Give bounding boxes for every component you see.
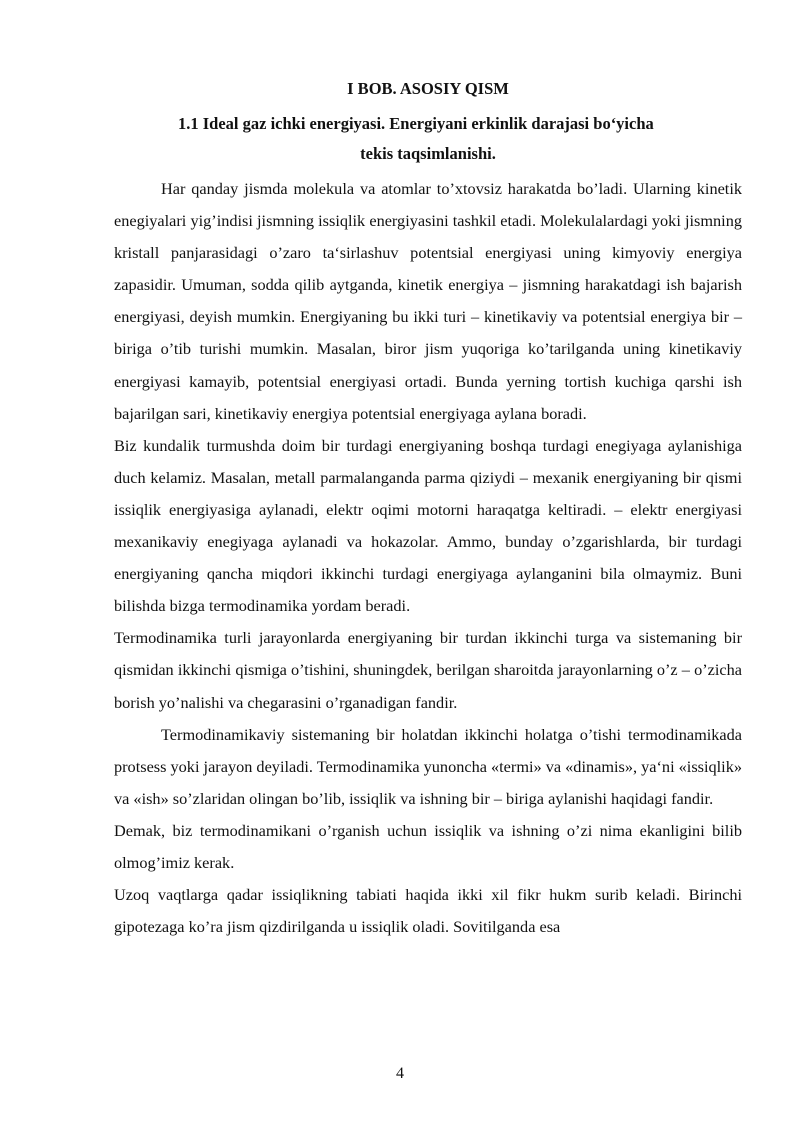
page-number: 4 [396, 1065, 404, 1082]
paragraph-4: Termodinamikaviy sistemaning bir holatdan ikkinchi holatga o’tishi termodinamikada protsess yoki jarayon deyiladi. Termodinamika yunoncha «termi» va «dinamis», ya‘ni «issiqlik» va «ish» so’zlaridan olingan bo’lib, issiqlik va ishning bir – biriga aylanishi haqidagi fandir. [114, 724, 742, 808]
body-text [114, 173, 742, 943]
chapter-title: I BOB. ASOSIY QISM [347, 79, 509, 98]
paragraph-2: Biz kundalik turmushda doim bir turdagi energiyaning boshqa turdagi enegiyaga aylanishiga duch kelamiz. Masalan, metall parmalanganda parma qiziydi – mexanik energiyaning bir qismi issiqlik energiyasiga aylanadi, elektr oqimi motorni haraqatga keltiradi. – elektr energiyasi mexanikaviy enegiyaga aylanadi va hokazolar. Ammo, bunday o’zgarishlarda, bir turdagi energiyaning qancha miqdori ikkinchi turdagi energiyaga aylanganini bila olmaymiz. Buni bilishda bizga termodinamika yordam beradi. [114, 435, 742, 616]
paragraph-5: Demak, biz termodinamikani o’rganish uchun issiqlik va ishning o’zi nima ekanligini bilib olmog’imiz kerak. [114, 820, 742, 872]
paragraph-1: Har qanday jismda molekula va atomlar to’xtovsiz harakatda bo’ladi. Ularning kinetik enegiyalari yig’indisi jismning issiqlik energiyasini tashkil etadi. Molekulalardagi yoki jismning kristall panjarasidagi o’zaro ta‘sirlashuv potentsial energiyasi uning kimyoviy energiya zapasidir. Umuman, sodda qilib aytganda, kinetik energiya – jismning harakatdagi ish bajarish energiyasi, deyish mumkin. Energiyaning bu ikki turi – kinetikaviy va potentsial energiya bir – biriga o’tib turishi mumkin. Masalan, biror jism yuqoriga ko’tarilganda uning kinetikaviy energiyasi kamayib, potentsial energiyasi ortadi. Bunda yerning tortish kuchiga qarshi ish bajarilgan sari, kinetikaviy energiya potentsial energiyaga aylana boradi. [114, 179, 742, 423]
paragraph-3: Termodinamika turli jarayonlarda energiyaning bir turdan ikkinchi turga va sistemaning bir qismidan ikkinchi qismiga o’tishini, shuningdek, berilgan sharoitda jarayonlarning o’z – o’zicha borish yo’nalishi va chegarasini o’rganadigan fandir. [114, 628, 742, 712]
section-title-line-2: tekis taqsimlanishi. [360, 144, 496, 163]
section-title-line-1: 1.1 Ideal gaz ichki energiyasi. Energiyani erkinlik darajasi bo‘yicha [178, 114, 654, 133]
paragraph-6: Uzoq vaqtlarga qadar issiqlikning tabiati haqida ikki xil fikr hukm surib keladi. Birinchi gipotezaga ko’ra jism qizdirilganda u issiqlik oladi. Sovitilganda esa [114, 885, 742, 937]
